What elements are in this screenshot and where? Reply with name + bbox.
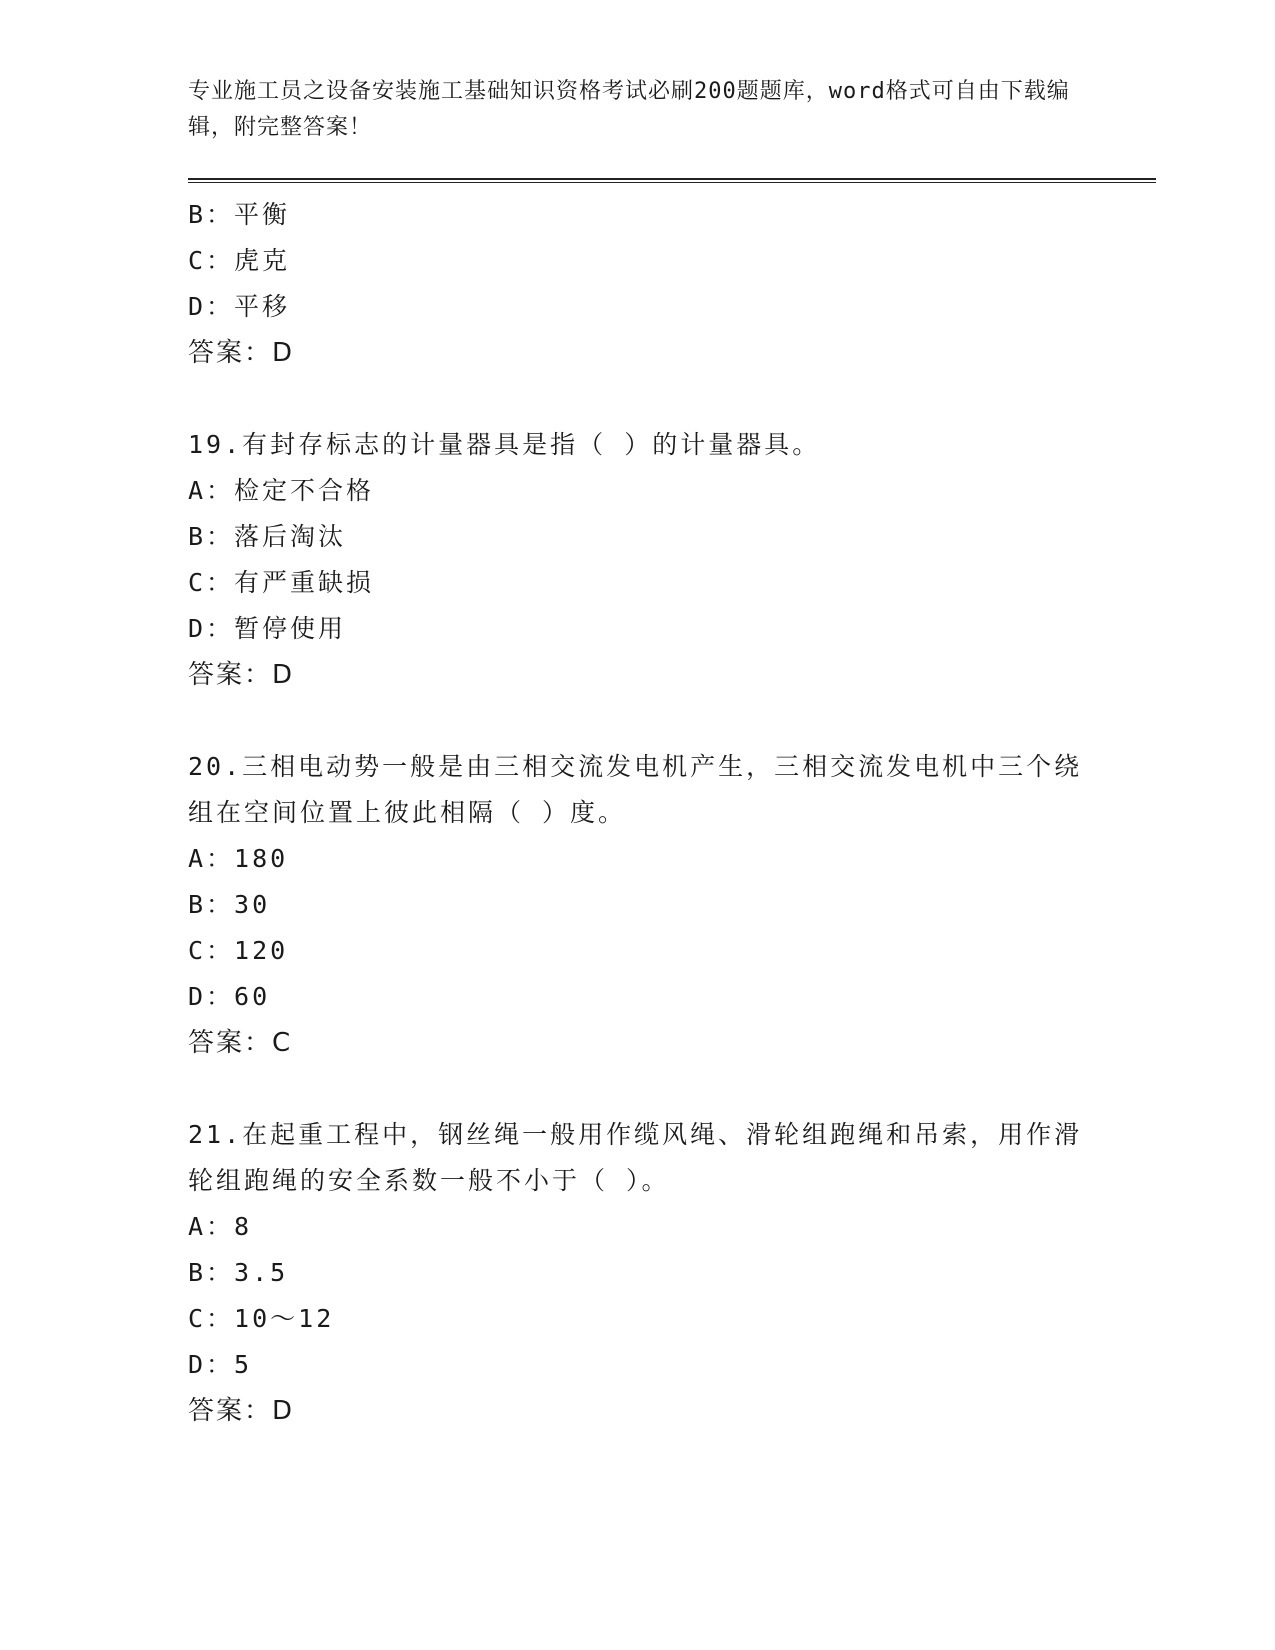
option-d: D：平移 <box>188 292 291 321</box>
answer-line: 答案：C <box>188 1028 293 1058</box>
option-b: B：落后淘汰 <box>188 522 347 551</box>
question-20 <box>188 744 1088 1066</box>
option-a: A：检定不合格 <box>188 476 375 505</box>
question-stem: 19.有封存标志的计量器具是指（ ）的计量器具。 <box>188 430 821 459</box>
spacer <box>188 698 1088 744</box>
option-b: B：平衡 <box>188 200 291 229</box>
option-a: A：180 <box>188 844 289 873</box>
question-fragment <box>188 192 1088 376</box>
option-b: B：30 <box>188 890 271 919</box>
question-stem: 21.在起重工程中，钢丝绳一般用作缆风绳、滑轮组跑绳和吊索，用作滑轮组跑绳的安全系数一般不小于（ ）。 <box>188 1120 1083 1195</box>
page-header: 专业施工员之设备安装施工基础知识资格考试必刷200题题库，word格式可自由下载编辑，附完整答案！ <box>188 79 1070 140</box>
question-19 <box>188 422 1088 698</box>
document-body <box>188 192 1088 1434</box>
answer-line: 答案：D <box>188 1396 295 1426</box>
question-21 <box>188 1112 1088 1434</box>
option-c: C：10～12 <box>188 1304 335 1333</box>
spacer <box>188 1066 1088 1112</box>
option-d: D：暂停使用 <box>188 614 347 643</box>
answer-line: 答案：D <box>188 660 295 690</box>
option-b: B：3.5 <box>188 1258 289 1287</box>
question-stem: 20.三相电动势一般是由三相交流发电机产生，三相交流发电机中三个绕组在空间位置上彼此相隔（ ）度。 <box>188 752 1083 827</box>
answer-line: 答案：D <box>188 338 295 368</box>
option-c: C：120 <box>188 936 289 965</box>
option-a: A：8 <box>188 1212 253 1241</box>
option-c: C：虎克 <box>188 246 291 275</box>
option-d: D：60 <box>188 982 271 1011</box>
option-d: D：5 <box>188 1350 253 1379</box>
spacer <box>188 376 1088 422</box>
option-c: C：有严重缺损 <box>188 568 375 597</box>
header-divider <box>188 178 1156 183</box>
